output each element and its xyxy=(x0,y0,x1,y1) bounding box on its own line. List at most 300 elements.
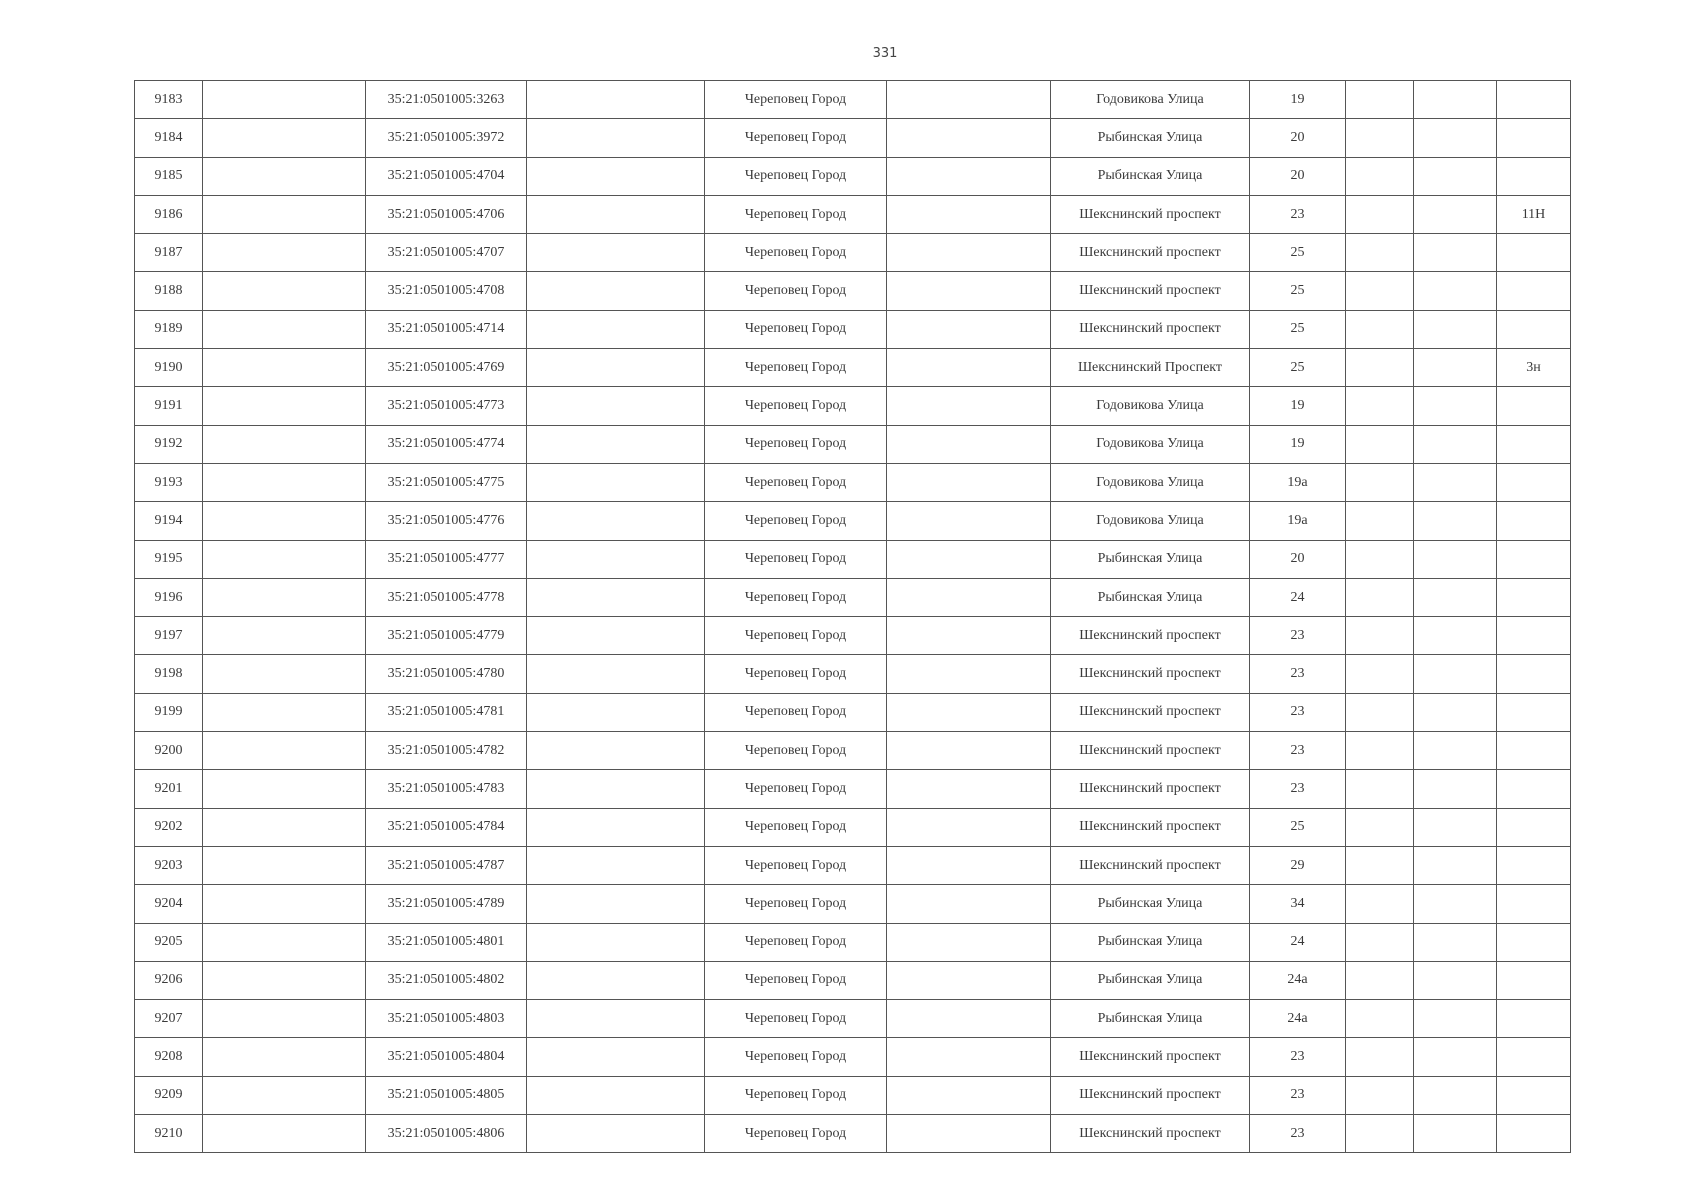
table-row xyxy=(135,693,1571,731)
row-number-cell: 9194 xyxy=(135,502,203,540)
empty-cell xyxy=(1414,1000,1497,1038)
row-number-cell: 9199 xyxy=(135,693,203,731)
cadastral-number-cell: 35:21:0501005:4801 xyxy=(366,923,527,961)
empty-cell xyxy=(887,808,1051,846)
empty-cell xyxy=(1414,655,1497,693)
premises-number-cell xyxy=(1497,1115,1571,1153)
cadastral-number-cell: 35:21:0501005:4777 xyxy=(366,540,527,578)
city-cell: Череповец Город xyxy=(705,885,887,923)
street-cell: Годовикова Улица xyxy=(1051,81,1250,119)
empty-cell xyxy=(203,272,366,310)
empty-cell xyxy=(1346,617,1414,655)
table-row xyxy=(135,1076,1571,1114)
city-cell: Череповец Город xyxy=(705,310,887,348)
house-number-cell: 23 xyxy=(1250,1076,1346,1114)
premises-number-cell xyxy=(1497,655,1571,693)
table-row xyxy=(135,808,1571,846)
house-number-cell: 25 xyxy=(1250,808,1346,846)
registry-table xyxy=(134,80,1571,1153)
empty-cell xyxy=(527,272,705,310)
street-cell: Шекснинский проспект xyxy=(1051,310,1250,348)
cadastral-number-cell: 35:21:0501005:3263 xyxy=(366,81,527,119)
cadastral-number-cell: 35:21:0501005:4802 xyxy=(366,961,527,999)
premises-number-cell xyxy=(1497,961,1571,999)
premises-number-cell xyxy=(1497,1000,1571,1038)
empty-cell xyxy=(1414,81,1497,119)
premises-number-cell: 11Н xyxy=(1497,195,1571,233)
cadastral-number-cell: 35:21:0501005:4781 xyxy=(366,693,527,731)
row-number-cell: 9210 xyxy=(135,1115,203,1153)
city-cell: Череповец Город xyxy=(705,1115,887,1153)
row-number-cell: 9184 xyxy=(135,119,203,157)
empty-cell xyxy=(1346,1076,1414,1114)
house-number-cell: 24 xyxy=(1250,578,1346,616)
empty-cell xyxy=(527,1000,705,1038)
street-cell: Шекснинский проспект xyxy=(1051,272,1250,310)
row-number-cell: 9202 xyxy=(135,808,203,846)
house-number-cell: 23 xyxy=(1250,1115,1346,1153)
cadastral-number-cell: 35:21:0501005:4782 xyxy=(366,732,527,770)
house-number-cell: 23 xyxy=(1250,770,1346,808)
city-cell: Череповец Город xyxy=(705,81,887,119)
house-number-cell: 23 xyxy=(1250,617,1346,655)
premises-number-cell xyxy=(1497,923,1571,961)
street-cell: Шекснинский проспект xyxy=(1051,655,1250,693)
empty-cell xyxy=(887,693,1051,731)
empty-cell xyxy=(1414,540,1497,578)
row-number-cell: 9189 xyxy=(135,310,203,348)
table-row xyxy=(135,502,1571,540)
row-number-cell: 9207 xyxy=(135,1000,203,1038)
house-number-cell: 29 xyxy=(1250,846,1346,884)
empty-cell xyxy=(887,234,1051,272)
house-number-cell: 19а xyxy=(1250,463,1346,501)
city-cell: Череповец Город xyxy=(705,195,887,233)
cadastral-number-cell: 35:21:0501005:4776 xyxy=(366,502,527,540)
row-number-cell: 9208 xyxy=(135,1038,203,1076)
row-number-cell: 9183 xyxy=(135,81,203,119)
empty-cell xyxy=(527,119,705,157)
empty-cell xyxy=(1346,310,1414,348)
street-cell: Годовикова Улица xyxy=(1051,502,1250,540)
empty-cell xyxy=(1346,1000,1414,1038)
empty-cell xyxy=(1346,387,1414,425)
house-number-cell: 19а xyxy=(1250,502,1346,540)
house-number-cell: 19 xyxy=(1250,425,1346,463)
empty-cell xyxy=(1346,81,1414,119)
empty-cell xyxy=(1346,1038,1414,1076)
table-row xyxy=(135,349,1571,387)
empty-cell xyxy=(1346,1115,1414,1153)
cadastral-number-cell: 35:21:0501005:4708 xyxy=(366,272,527,310)
empty-cell xyxy=(527,770,705,808)
empty-cell xyxy=(527,387,705,425)
premises-number-cell xyxy=(1497,157,1571,195)
empty-cell xyxy=(203,1000,366,1038)
house-number-cell: 20 xyxy=(1250,157,1346,195)
row-number-cell: 9185 xyxy=(135,157,203,195)
empty-cell xyxy=(887,540,1051,578)
street-cell: Рыбинская Улица xyxy=(1051,923,1250,961)
street-cell: Шекснинский проспект xyxy=(1051,234,1250,272)
premises-number-cell xyxy=(1497,617,1571,655)
premises-number-cell xyxy=(1497,272,1571,310)
empty-cell xyxy=(527,961,705,999)
empty-cell xyxy=(1414,349,1497,387)
table-row xyxy=(135,655,1571,693)
empty-cell xyxy=(1414,195,1497,233)
empty-cell xyxy=(203,732,366,770)
city-cell: Череповец Город xyxy=(705,770,887,808)
empty-cell xyxy=(527,655,705,693)
empty-cell xyxy=(1346,463,1414,501)
empty-cell xyxy=(887,310,1051,348)
empty-cell xyxy=(1414,846,1497,884)
empty-cell xyxy=(527,81,705,119)
empty-cell xyxy=(1414,808,1497,846)
city-cell: Череповец Город xyxy=(705,732,887,770)
city-cell: Череповец Город xyxy=(705,540,887,578)
empty-cell xyxy=(1346,578,1414,616)
table-row xyxy=(135,961,1571,999)
empty-cell xyxy=(887,770,1051,808)
empty-cell xyxy=(203,1076,366,1114)
empty-cell xyxy=(887,1038,1051,1076)
empty-cell xyxy=(887,923,1051,961)
house-number-cell: 34 xyxy=(1250,885,1346,923)
city-cell: Череповец Город xyxy=(705,693,887,731)
empty-cell xyxy=(527,1038,705,1076)
empty-cell xyxy=(527,1076,705,1114)
empty-cell xyxy=(203,119,366,157)
row-number-cell: 9186 xyxy=(135,195,203,233)
row-number-cell: 9193 xyxy=(135,463,203,501)
house-number-cell: 20 xyxy=(1250,540,1346,578)
street-cell: Рыбинская Улица xyxy=(1051,578,1250,616)
empty-cell xyxy=(203,310,366,348)
empty-cell xyxy=(1414,693,1497,731)
empty-cell xyxy=(203,617,366,655)
row-number-cell: 9190 xyxy=(135,349,203,387)
empty-cell xyxy=(887,578,1051,616)
cadastral-number-cell: 35:21:0501005:4778 xyxy=(366,578,527,616)
premises-number-cell xyxy=(1497,502,1571,540)
city-cell: Череповец Город xyxy=(705,578,887,616)
premises-number-cell xyxy=(1497,885,1571,923)
cadastral-number-cell: 35:21:0501005:4803 xyxy=(366,1000,527,1038)
street-cell: Шекснинский проспект xyxy=(1051,617,1250,655)
cadastral-number-cell: 35:21:0501005:4783 xyxy=(366,770,527,808)
empty-cell xyxy=(1346,655,1414,693)
house-number-cell: 20 xyxy=(1250,119,1346,157)
empty-cell xyxy=(1346,119,1414,157)
cadastral-number-cell: 35:21:0501005:4714 xyxy=(366,310,527,348)
table-row xyxy=(135,923,1571,961)
cadastral-number-cell: 35:21:0501005:4707 xyxy=(366,234,527,272)
street-cell: Годовикова Улица xyxy=(1051,387,1250,425)
empty-cell xyxy=(1346,732,1414,770)
row-number-cell: 9204 xyxy=(135,885,203,923)
row-number-cell: 9196 xyxy=(135,578,203,616)
city-cell: Череповец Город xyxy=(705,1000,887,1038)
empty-cell xyxy=(1346,425,1414,463)
empty-cell xyxy=(203,349,366,387)
empty-cell xyxy=(1414,234,1497,272)
house-number-cell: 23 xyxy=(1250,1038,1346,1076)
empty-cell xyxy=(1346,808,1414,846)
premises-number-cell xyxy=(1497,770,1571,808)
street-cell: Шекснинский проспект xyxy=(1051,1076,1250,1114)
empty-cell xyxy=(1414,1038,1497,1076)
cadastral-number-cell: 35:21:0501005:4789 xyxy=(366,885,527,923)
empty-cell xyxy=(1346,961,1414,999)
empty-cell xyxy=(203,885,366,923)
empty-cell xyxy=(203,693,366,731)
empty-cell xyxy=(1414,923,1497,961)
row-number-cell: 9209 xyxy=(135,1076,203,1114)
house-number-cell: 24а xyxy=(1250,961,1346,999)
house-number-cell: 25 xyxy=(1250,310,1346,348)
row-number-cell: 9201 xyxy=(135,770,203,808)
empty-cell xyxy=(527,502,705,540)
empty-cell xyxy=(1346,923,1414,961)
empty-cell xyxy=(887,846,1051,884)
empty-cell xyxy=(887,885,1051,923)
city-cell: Череповец Город xyxy=(705,119,887,157)
table-row xyxy=(135,540,1571,578)
empty-cell xyxy=(1414,732,1497,770)
empty-cell xyxy=(1346,157,1414,195)
empty-cell xyxy=(203,923,366,961)
city-cell: Череповец Город xyxy=(705,655,887,693)
empty-cell xyxy=(203,502,366,540)
row-number-cell: 9205 xyxy=(135,923,203,961)
empty-cell xyxy=(887,425,1051,463)
empty-cell xyxy=(527,1115,705,1153)
street-cell: Шекснинский проспект xyxy=(1051,195,1250,233)
cadastral-number-cell: 35:21:0501005:4706 xyxy=(366,195,527,233)
empty-cell xyxy=(887,1076,1051,1114)
premises-number-cell: 3н xyxy=(1497,349,1571,387)
premises-number-cell xyxy=(1497,234,1571,272)
cadastral-number-cell: 35:21:0501005:4805 xyxy=(366,1076,527,1114)
city-cell: Череповец Город xyxy=(705,387,887,425)
row-number-cell: 9191 xyxy=(135,387,203,425)
premises-number-cell xyxy=(1497,463,1571,501)
premises-number-cell xyxy=(1497,310,1571,348)
table-body xyxy=(135,81,1571,1153)
premises-number-cell xyxy=(1497,732,1571,770)
street-cell: Шекснинский проспект xyxy=(1051,808,1250,846)
row-number-cell: 9195 xyxy=(135,540,203,578)
empty-cell xyxy=(1414,157,1497,195)
empty-cell xyxy=(1346,234,1414,272)
cadastral-number-cell: 35:21:0501005:4774 xyxy=(366,425,527,463)
empty-cell xyxy=(1414,425,1497,463)
empty-cell xyxy=(527,693,705,731)
empty-cell xyxy=(887,349,1051,387)
city-cell: Череповец Город xyxy=(705,425,887,463)
empty-cell xyxy=(887,195,1051,233)
cadastral-number-cell: 35:21:0501005:4704 xyxy=(366,157,527,195)
table-row xyxy=(135,119,1571,157)
empty-cell xyxy=(203,1115,366,1153)
row-number-cell: 9188 xyxy=(135,272,203,310)
street-cell: Годовикова Улица xyxy=(1051,463,1250,501)
empty-cell xyxy=(887,732,1051,770)
empty-cell xyxy=(527,885,705,923)
empty-cell xyxy=(203,770,366,808)
cadastral-number-cell: 35:21:0501005:4787 xyxy=(366,846,527,884)
street-cell: Рыбинская Улица xyxy=(1051,1000,1250,1038)
city-cell: Череповец Город xyxy=(705,808,887,846)
table-row xyxy=(135,1038,1571,1076)
premises-number-cell xyxy=(1497,540,1571,578)
empty-cell xyxy=(1346,770,1414,808)
house-number-cell: 24 xyxy=(1250,923,1346,961)
cadastral-number-cell: 35:21:0501005:4780 xyxy=(366,655,527,693)
premises-number-cell xyxy=(1497,119,1571,157)
city-cell: Череповец Город xyxy=(705,961,887,999)
premises-number-cell xyxy=(1497,81,1571,119)
cadastral-number-cell: 35:21:0501005:4769 xyxy=(366,349,527,387)
table-row xyxy=(135,770,1571,808)
empty-cell xyxy=(527,195,705,233)
row-number-cell: 9198 xyxy=(135,655,203,693)
empty-cell xyxy=(1414,502,1497,540)
empty-cell xyxy=(527,617,705,655)
empty-cell xyxy=(1346,349,1414,387)
table-row xyxy=(135,234,1571,272)
empty-cell xyxy=(203,578,366,616)
table-row xyxy=(135,846,1571,884)
empty-cell xyxy=(527,846,705,884)
house-number-cell: 23 xyxy=(1250,195,1346,233)
table-row xyxy=(135,157,1571,195)
table-row xyxy=(135,387,1571,425)
empty-cell xyxy=(203,961,366,999)
empty-cell xyxy=(887,961,1051,999)
city-cell: Череповец Город xyxy=(705,234,887,272)
house-number-cell: 25 xyxy=(1250,272,1346,310)
empty-cell xyxy=(527,349,705,387)
empty-cell xyxy=(203,808,366,846)
street-cell: Рыбинская Улица xyxy=(1051,119,1250,157)
house-number-cell: 23 xyxy=(1250,732,1346,770)
empty-cell xyxy=(1346,885,1414,923)
premises-number-cell xyxy=(1497,578,1571,616)
empty-cell xyxy=(1414,961,1497,999)
empty-cell xyxy=(527,310,705,348)
empty-cell xyxy=(887,81,1051,119)
table-row xyxy=(135,885,1571,923)
empty-cell xyxy=(203,425,366,463)
empty-cell xyxy=(887,119,1051,157)
house-number-cell: 19 xyxy=(1250,387,1346,425)
empty-cell xyxy=(527,540,705,578)
empty-cell xyxy=(1414,387,1497,425)
premises-number-cell xyxy=(1497,425,1571,463)
premises-number-cell xyxy=(1497,1038,1571,1076)
empty-cell xyxy=(887,655,1051,693)
empty-cell xyxy=(887,463,1051,501)
street-cell: Годовикова Улица xyxy=(1051,425,1250,463)
empty-cell xyxy=(887,1115,1051,1153)
cadastral-number-cell: 35:21:0501005:4779 xyxy=(366,617,527,655)
empty-cell xyxy=(1414,119,1497,157)
empty-cell xyxy=(203,387,366,425)
empty-cell xyxy=(203,195,366,233)
table-row xyxy=(135,1000,1571,1038)
cadastral-number-cell: 35:21:0501005:3972 xyxy=(366,119,527,157)
city-cell: Череповец Город xyxy=(705,846,887,884)
empty-cell xyxy=(527,157,705,195)
empty-cell xyxy=(1414,1115,1497,1153)
city-cell: Череповец Город xyxy=(705,1076,887,1114)
empty-cell xyxy=(527,808,705,846)
page-number: 331 xyxy=(872,46,898,61)
cadastral-number-cell: 35:21:0501005:4773 xyxy=(366,387,527,425)
cadastral-number-cell: 35:21:0501005:4775 xyxy=(366,463,527,501)
city-cell: Череповец Город xyxy=(705,1038,887,1076)
city-cell: Череповец Город xyxy=(705,157,887,195)
table-row xyxy=(135,272,1571,310)
empty-cell xyxy=(527,463,705,501)
row-number-cell: 9197 xyxy=(135,617,203,655)
empty-cell xyxy=(1346,272,1414,310)
empty-cell xyxy=(203,81,366,119)
premises-number-cell xyxy=(1497,808,1571,846)
empty-cell xyxy=(1414,272,1497,310)
empty-cell xyxy=(887,1000,1051,1038)
row-number-cell: 9200 xyxy=(135,732,203,770)
house-number-cell: 23 xyxy=(1250,655,1346,693)
table-row xyxy=(135,617,1571,655)
row-number-cell: 9206 xyxy=(135,961,203,999)
empty-cell xyxy=(527,425,705,463)
premises-number-cell xyxy=(1497,1076,1571,1114)
empty-cell xyxy=(1346,693,1414,731)
street-cell: Шекснинский проспект xyxy=(1051,770,1250,808)
empty-cell xyxy=(887,272,1051,310)
empty-cell xyxy=(203,463,366,501)
street-cell: Рыбинская Улица xyxy=(1051,885,1250,923)
street-cell: Шекснинский проспект xyxy=(1051,732,1250,770)
empty-cell xyxy=(203,846,366,884)
empty-cell xyxy=(1414,617,1497,655)
street-cell: Рыбинская Улица xyxy=(1051,961,1250,999)
house-number-cell: 25 xyxy=(1250,349,1346,387)
empty-cell xyxy=(527,732,705,770)
premises-number-cell xyxy=(1497,693,1571,731)
street-cell: Рыбинская Улица xyxy=(1051,157,1250,195)
empty-cell xyxy=(1346,502,1414,540)
table-row xyxy=(135,81,1571,119)
table-row xyxy=(135,425,1571,463)
empty-cell xyxy=(887,617,1051,655)
row-number-cell: 9203 xyxy=(135,846,203,884)
table-row xyxy=(135,1115,1571,1153)
empty-cell xyxy=(887,387,1051,425)
street-cell: Шекснинский проспект xyxy=(1051,846,1250,884)
table-row xyxy=(135,463,1571,501)
empty-cell xyxy=(887,502,1051,540)
city-cell: Череповец Город xyxy=(705,349,887,387)
premises-number-cell xyxy=(1497,846,1571,884)
premises-number-cell xyxy=(1497,387,1571,425)
cadastral-number-cell: 35:21:0501005:4784 xyxy=(366,808,527,846)
house-number-cell: 24а xyxy=(1250,1000,1346,1038)
